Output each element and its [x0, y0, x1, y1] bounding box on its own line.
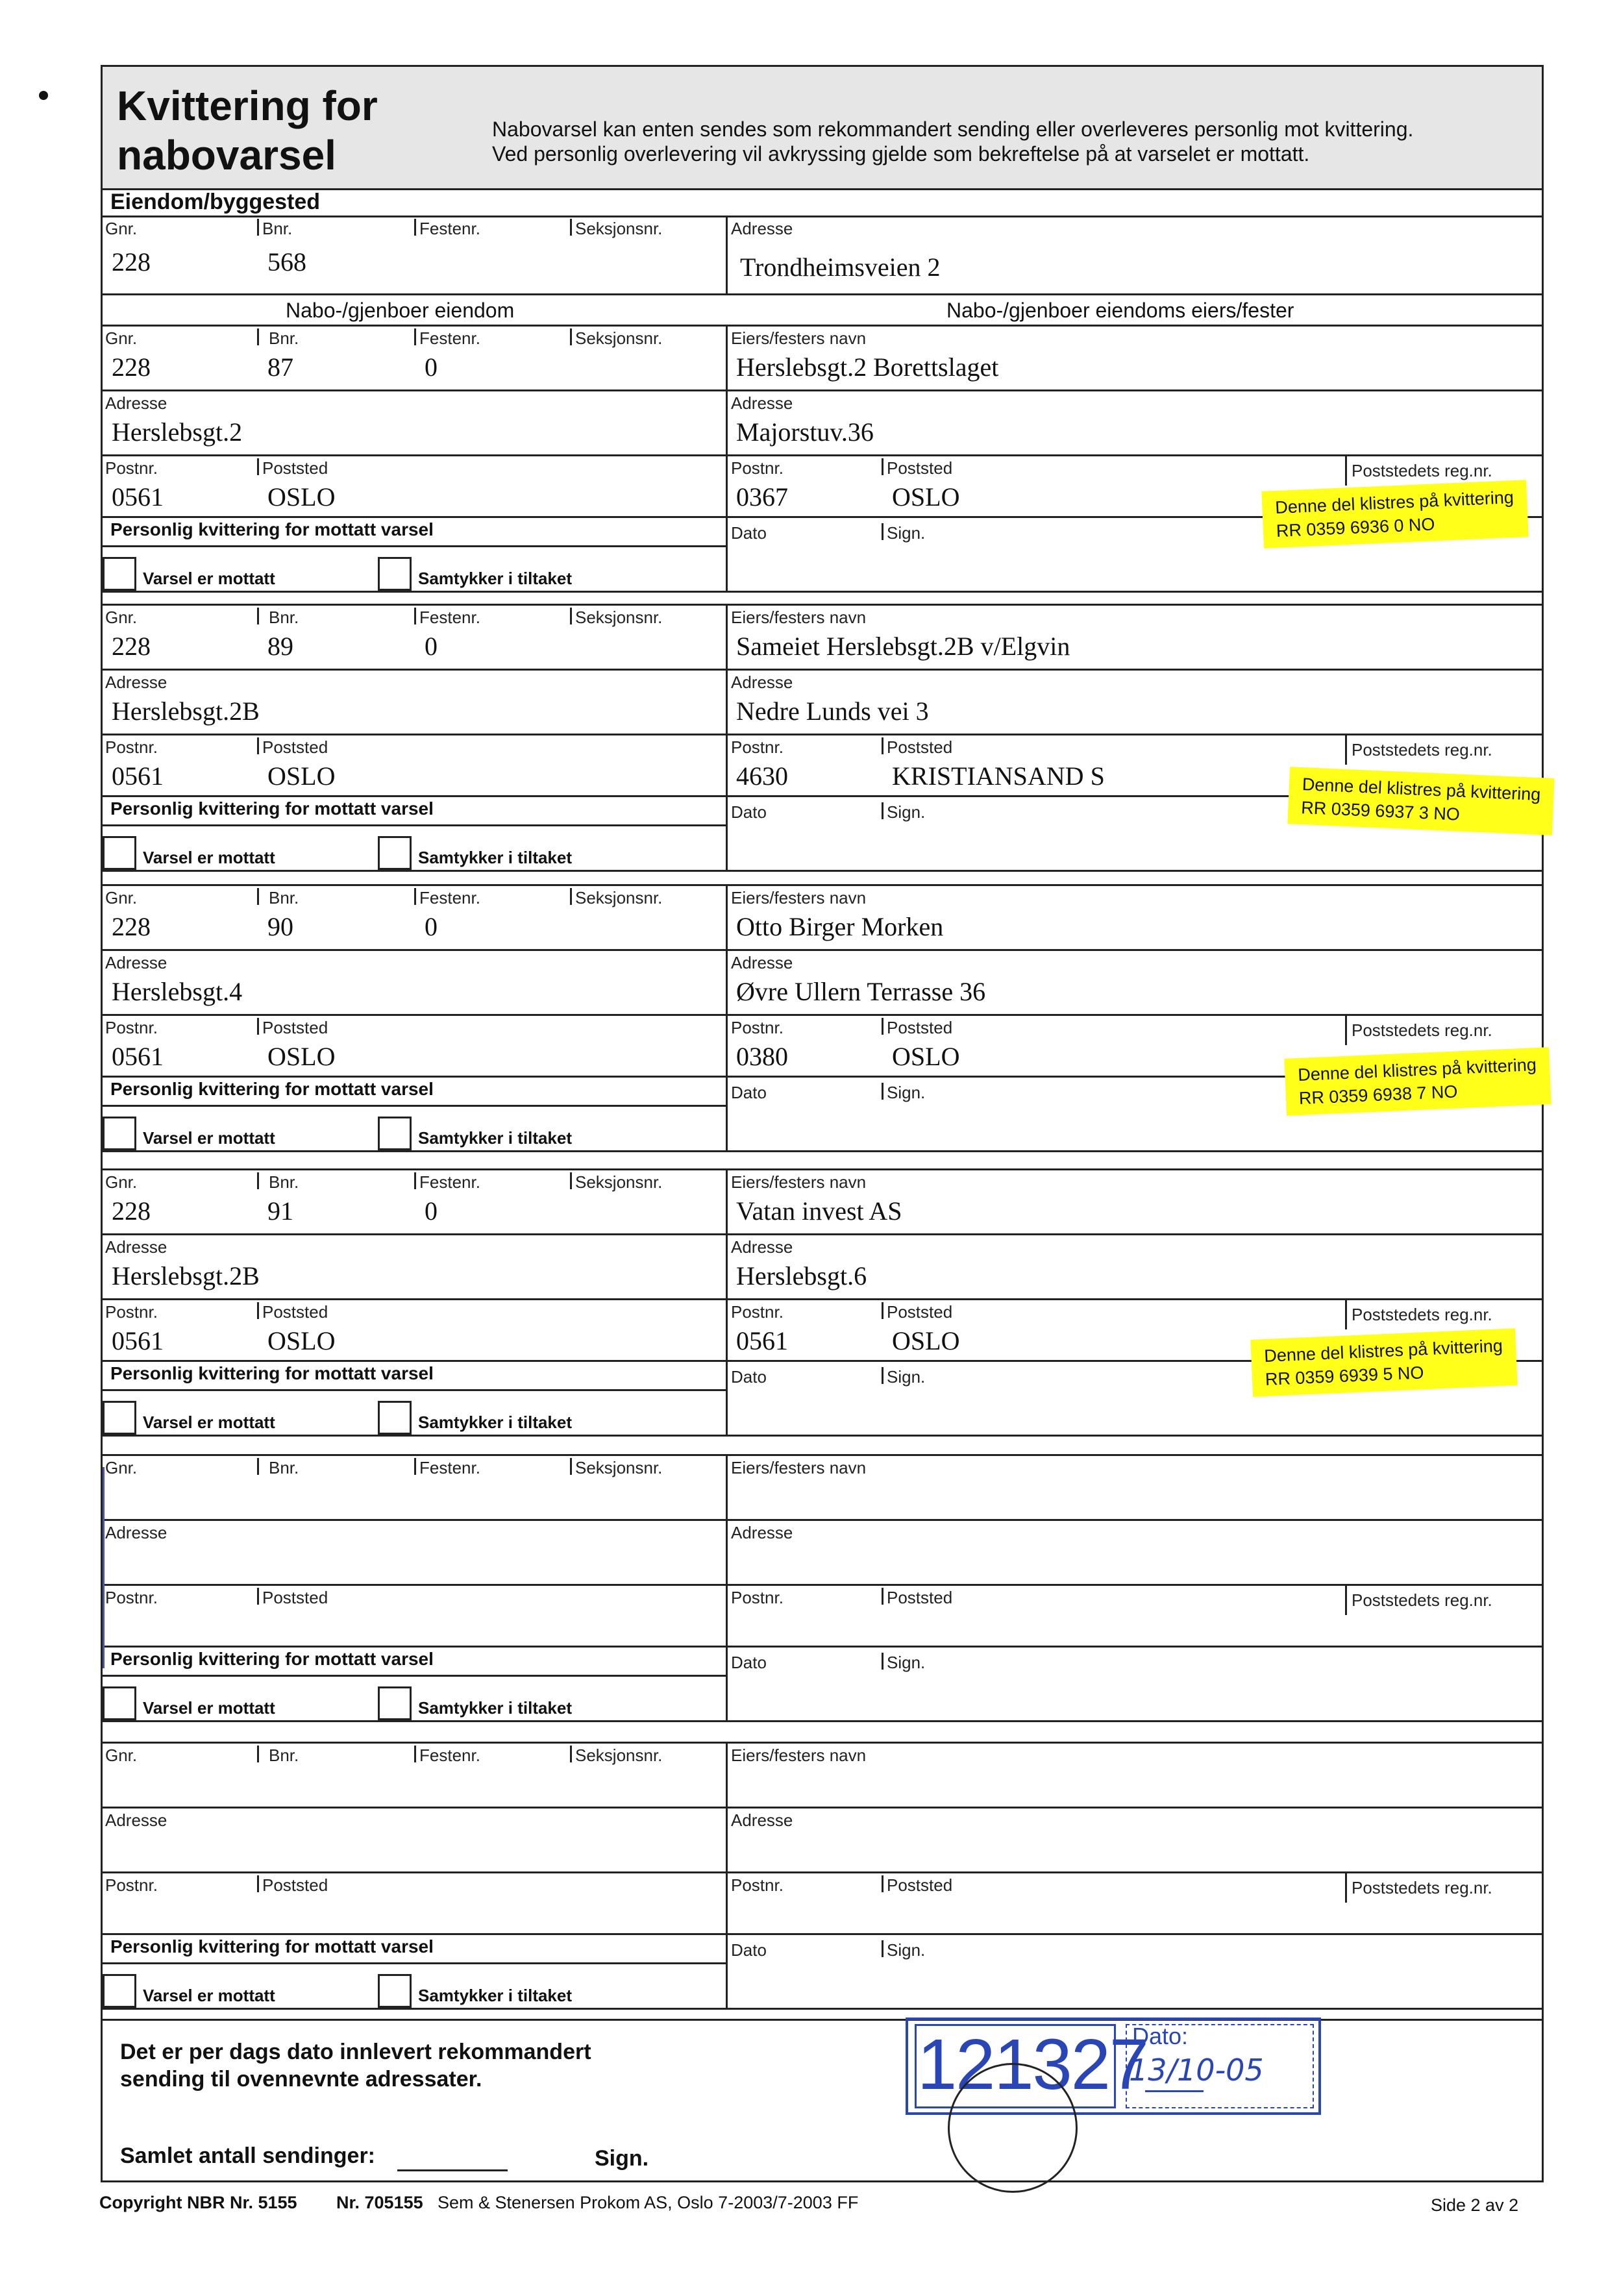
adresse-label: Adresse: [105, 1237, 167, 1257]
eier-navn-label: Eiers/festers navn: [731, 608, 867, 627]
reg-nr-label: Poststedets reg.nr.: [1352, 1590, 1492, 1610]
reg-nr-label: Poststedets reg.nr.: [1352, 740, 1492, 759]
sticker-barcode-number: RR 0359 6936 0 NO: [1276, 514, 1436, 541]
neighbor-eier-navn: Vatan invest AS: [736, 1196, 902, 1226]
divider: [882, 523, 883, 540]
neighbor-gnr: 228: [112, 1196, 151, 1226]
neighbor-poststed: OSLO: [267, 482, 336, 512]
divider: [570, 888, 572, 905]
divider: [570, 608, 572, 624]
section-heading-eiendom: Eiendom/byggested: [110, 190, 321, 214]
personlig-kvittering-label: Personlig kvittering for mottatt varsel: [110, 798, 434, 819]
samtykker-checkbox[interactable]: [378, 836, 412, 870]
personlig-kvittering-label: Personlig kvittering for mottatt varsel: [110, 1936, 434, 1957]
divider: [257, 1875, 259, 1892]
divider: [726, 604, 728, 870]
samtykker-label: Samtykker i tiltaket: [418, 1698, 573, 1718]
registered-mail-sticker: [1287, 767, 1554, 835]
header-info-line2: Ved personlig overlevering vil avkryssing gjelde som bekreftelse på at varselet er mottatt.: [492, 142, 1310, 166]
divider: [1345, 1298, 1347, 1329]
eier-postnr-label: Postnr.: [731, 1588, 784, 1607]
bnr-label: Bnr.: [262, 219, 293, 238]
bnr-label: Bnr.: [269, 1746, 299, 1765]
divider: [882, 458, 883, 475]
section-heading-nabo-eier: Nabo-/gjenboer eiendoms eiers/fester: [946, 299, 1294, 322]
bnr-label: Bnr.: [269, 888, 299, 907]
bnr-label: Bnr.: [269, 1172, 299, 1192]
samtykker-label: Samtykker i tiltaket: [418, 569, 573, 588]
form-title-line2: nabovarsel: [117, 132, 336, 179]
neighbor-adresse: Herslebsgt.2B: [112, 1261, 260, 1290]
divider: [882, 1367, 883, 1384]
divider: [101, 604, 1544, 606]
samtykker-checkbox[interactable]: [378, 1117, 412, 1150]
divider: [257, 737, 259, 754]
footer-statement-line2: sending til ovennevnte adressater.: [120, 2067, 482, 2092]
eier-adresse-label: Adresse: [731, 393, 793, 413]
registered-mail-sticker: [1284, 1047, 1551, 1116]
varsel-mottatt-checkbox[interactable]: [103, 1117, 136, 1150]
poststed-label: Poststed: [262, 1875, 328, 1895]
postnr-label: Postnr.: [105, 1588, 158, 1607]
divider: [882, 737, 883, 754]
varsel-mottatt-label: Varsel er mottatt: [143, 848, 275, 867]
header-info-line1: Nabovarsel kan enten sendes som rekommandert sending eller overleveres personlig mot kvittering.: [492, 117, 1414, 141]
divider: [101, 1454, 1544, 1456]
neighbor-gnr: 228: [112, 632, 151, 661]
stamp-date-value: 13/10-05: [1129, 2053, 1264, 2088]
festenr-label: Festenr.: [419, 1458, 480, 1477]
divider: [101, 1233, 1544, 1235]
varsel-mottatt-label: Varsel er mottatt: [143, 569, 275, 588]
neighbor-postnr: 0561: [112, 761, 164, 791]
divider: [414, 328, 416, 345]
varsel-mottatt-label: Varsel er mottatt: [143, 1413, 275, 1432]
divider: [726, 1646, 1544, 1648]
divider: [257, 1302, 259, 1319]
sign-label: Sign.: [887, 1940, 926, 1960]
divider: [101, 1646, 726, 1648]
neighbor-eier-navn: Sameiet Herslebsgt.2B v/Elgvin: [736, 632, 1070, 661]
footer-statement: [120, 2038, 591, 2093]
eier-adresse-label: Adresse: [731, 1523, 793, 1542]
bnr-label: Bnr.: [269, 608, 299, 627]
divider: [101, 389, 1544, 391]
neighbor-eier-adresse: Herslebsgt.6: [736, 1261, 867, 1290]
neighbor-bnr: 90: [267, 912, 293, 941]
divider: [257, 219, 259, 236]
neighbor-postnr: 0561: [112, 1326, 164, 1355]
divider: [101, 2008, 1544, 2010]
eier-navn-label: Eiers/festers navn: [731, 1172, 867, 1192]
divider: [101, 824, 726, 826]
festenr-label: Festenr.: [419, 1172, 480, 1192]
gnr-label: Gnr.: [105, 219, 138, 238]
eier-adresse-label: Adresse: [731, 673, 793, 692]
divider: [1345, 1584, 1347, 1615]
postnr-label: Postnr.: [105, 1018, 158, 1037]
eier-postnr-label: Postnr.: [731, 1302, 784, 1322]
divider: [882, 1875, 883, 1892]
eier-navn-label: Eiers/festers navn: [731, 1746, 867, 1765]
eier-navn-label: Eiers/festers navn: [731, 888, 867, 907]
reg-nr-label: Poststedets reg.nr.: [1352, 461, 1492, 480]
neighbor-bnr: 87: [267, 352, 293, 382]
eier-poststed-label: Poststed: [887, 737, 953, 757]
neighbor-postnr: 0561: [112, 482, 164, 512]
eier-postnr-label: Postnr.: [731, 1018, 784, 1037]
neighbor-eier-postnr: 0367: [736, 482, 788, 512]
samtykker-checkbox[interactable]: [378, 1974, 412, 2008]
eier-poststed-label: Poststed: [887, 1875, 953, 1895]
divider: [101, 325, 1544, 327]
varsel-mottatt-checkbox[interactable]: [103, 836, 136, 870]
poststed-label: Poststed: [262, 1302, 328, 1322]
stamp-number: 121327: [917, 2025, 1148, 2105]
festenr-label: Festenr.: [419, 328, 480, 348]
stamp-signature-icon: [1145, 2090, 1204, 2092]
divider: [726, 216, 728, 293]
divider: [101, 1435, 1544, 1437]
dato-label: Dato: [731, 1367, 767, 1387]
divider: [257, 458, 259, 475]
divider: [726, 1454, 728, 1720]
adresse-label: Adresse: [105, 1523, 167, 1542]
neighbor-eier-postnr: 0561: [736, 1326, 788, 1355]
eier-adresse-label: Adresse: [731, 953, 793, 972]
divider: [101, 591, 1544, 593]
varsel-mottatt-label: Varsel er mottatt: [143, 1128, 275, 1148]
personlig-kvittering-label: Personlig kvittering for mottatt varsel: [110, 1363, 434, 1383]
postnr-label: Postnr.: [105, 737, 158, 757]
divider: [101, 1389, 726, 1391]
divider: [101, 795, 726, 797]
seksjonsnr-label: Seksjonsnr.: [575, 328, 663, 348]
divider: [1345, 1871, 1347, 1903]
divider: [101, 1962, 726, 1964]
poststed-label: Poststed: [262, 1588, 328, 1607]
neighbor-bnr: 89: [267, 632, 293, 661]
divider: [101, 1168, 1544, 1170]
samtykker-checkbox[interactable]: [378, 1686, 412, 1720]
divider: [882, 1018, 883, 1035]
gnr-label: Gnr.: [105, 1172, 138, 1192]
property-bnr: 568: [267, 247, 306, 277]
varsel-mottatt-checkbox[interactable]: [103, 557, 136, 591]
divider: [257, 888, 259, 905]
divider: [101, 949, 1544, 951]
page-number: Side 2 av 2: [1431, 2195, 1519, 2215]
dato-label: Dato: [731, 802, 767, 822]
adresse-label: Adresse: [105, 673, 167, 692]
postnr-label: Postnr.: [105, 458, 158, 478]
divider: [101, 1150, 1544, 1152]
form-frame: [101, 65, 1544, 2182]
gnr-label: Gnr.: [105, 608, 138, 627]
varsel-mottatt-checkbox[interactable]: [103, 1401, 136, 1435]
adresse-label: Adresse: [105, 953, 167, 972]
adresse-label: Adresse: [105, 1810, 167, 1830]
footer-sign-label: Sign.: [595, 2146, 649, 2171]
neighbor-eier-poststed: KRISTIANSAND S: [892, 761, 1105, 791]
copyright-text: Copyright NBR Nr. 5155: [99, 2193, 297, 2212]
seksjonsnr-label: Seksjonsnr.: [575, 888, 663, 907]
neighbor-adresse: Herslebsgt.2B: [112, 697, 260, 726]
divider: [101, 1807, 1544, 1808]
divider: [882, 1653, 883, 1670]
divider: [570, 328, 572, 345]
samtykker-checkbox[interactable]: [378, 557, 412, 591]
neighbor-eier-adresse: Øvre Ullern Terrasse 36: [736, 977, 986, 1006]
seksjonsnr-label: Seksjonsnr.: [575, 608, 663, 627]
varsel-mottatt-label: Varsel er mottatt: [143, 1986, 275, 2005]
divider: [726, 1742, 728, 2008]
neighbor-adresse: Herslebsgt.4: [112, 977, 243, 1006]
sticker-text-line1: Denne del klistres på kvittering: [1274, 488, 1514, 518]
divider: [101, 516, 726, 518]
varsel-mottatt-label: Varsel er mottatt: [143, 1698, 275, 1718]
samlet-label: Samlet antall sendinger:: [120, 2143, 375, 2168]
scan-edge-line: [103, 1467, 105, 1668]
adresse-label: Adresse: [731, 219, 793, 238]
eier-poststed-label: Poststed: [887, 458, 953, 478]
sticker-text-line1: Denne del klistres på kvittering: [1302, 774, 1541, 805]
divider: [101, 870, 1544, 872]
reg-nr-label: Poststedets reg.nr.: [1352, 1020, 1492, 1040]
divider: [726, 884, 728, 1150]
samtykker-label: Samtykker i tiltaket: [418, 1413, 573, 1432]
eier-postnr-label: Postnr.: [731, 737, 784, 757]
neighbor-eier-adresse: Nedre Lunds vei 3: [736, 697, 929, 726]
personlig-kvittering-label: Personlig kvittering for mottatt varsel: [110, 1649, 434, 1669]
festenr-label: Festenr.: [419, 1746, 480, 1765]
divider: [101, 1360, 726, 1362]
divider: [101, 545, 726, 547]
neighbor-eier-poststed: OSLO: [892, 1042, 960, 1071]
neighbor-festenr: 0: [425, 352, 438, 382]
samtykker-checkbox[interactable]: [378, 1401, 412, 1435]
dato-label: Dato: [731, 1940, 767, 1960]
stamp-date-label: Dato:: [1132, 2023, 1189, 2049]
varsel-mottatt-checkbox[interactable]: [103, 1686, 136, 1720]
eier-adresse-label: Adresse: [731, 1810, 793, 1830]
festenr-label: Festenr.: [419, 888, 480, 907]
divider: [101, 1298, 1544, 1300]
divider: [882, 802, 883, 819]
divider: [101, 1584, 1544, 1586]
divider: [101, 1519, 1544, 1521]
poststed-label: Poststed: [262, 458, 328, 478]
divider: [101, 1675, 726, 1677]
poststed-label: Poststed: [262, 1018, 328, 1037]
personlig-kvittering-label: Personlig kvittering for mottatt varsel: [110, 1079, 434, 1099]
divider: [257, 608, 259, 624]
neighbor-gnr: 228: [112, 352, 151, 382]
divider: [726, 1168, 728, 1435]
divider: [570, 1172, 572, 1189]
neighbor-festenr: 0: [425, 632, 438, 661]
sign-label: Sign.: [887, 523, 926, 543]
divider: [101, 1720, 1544, 1722]
eier-poststed-label: Poststed: [887, 1588, 953, 1607]
divider: [257, 328, 259, 345]
neighbor-eier-navn: Herslebsgt.2 Borettslaget: [736, 352, 999, 382]
poststed-label: Poststed: [262, 737, 328, 757]
neighbor-bnr: 91: [267, 1196, 293, 1226]
sticker-barcode-number: RR 0359 6938 7 NO: [1298, 1081, 1459, 1108]
neighbor-festenr: 0: [425, 1196, 438, 1226]
form-title: [117, 81, 378, 180]
divider: [570, 219, 572, 236]
postnr-label: Postnr.: [105, 1302, 158, 1322]
divider: [101, 216, 1544, 217]
divider: [414, 1172, 416, 1189]
divider: [101, 293, 1544, 295]
sign-label: Sign.: [887, 1083, 926, 1102]
divider: [726, 325, 728, 591]
neighbor-eier-postnr: 0380: [736, 1042, 788, 1071]
divider: [414, 608, 416, 624]
divider: [257, 1746, 259, 1762]
festenr-label: Festenr.: [419, 219, 480, 238]
gnr-label: Gnr.: [105, 1458, 138, 1477]
sticker-text-line1: Denne del klistres på kvittering: [1297, 1055, 1537, 1085]
property-gnr: 228: [112, 247, 151, 277]
eier-postnr-label: Postnr.: [731, 458, 784, 478]
publisher-text: Sem & Stenersen Prokom AS, Oslo 7-2003/7-2003 FF: [438, 2193, 859, 2212]
divider: [726, 1933, 1544, 1935]
seksjonsnr-label: Seksjonsnr.: [575, 219, 663, 238]
neighbor-festenr: 0: [425, 912, 438, 941]
sticker-text-line1: Denne del klistres på kvittering: [1263, 1336, 1503, 1366]
divider: [101, 1933, 726, 1935]
divider: [101, 1014, 1544, 1016]
divider: [101, 884, 1544, 886]
sign-label: Sign.: [887, 802, 926, 822]
seksjonsnr-label: Seksjonsnr.: [575, 1458, 663, 1477]
divider: [1345, 1014, 1347, 1045]
divider: [101, 734, 1544, 735]
dato-label: Dato: [731, 523, 767, 543]
gnr-label: Gnr.: [105, 1746, 138, 1765]
eier-navn-label: Eiers/festers navn: [731, 1458, 867, 1477]
form-number: Nr. 705155: [336, 2193, 423, 2212]
reg-nr-label: Poststedets reg.nr.: [1352, 1305, 1492, 1324]
divider: [101, 1742, 1544, 1744]
samtykker-label: Samtykker i tiltaket: [418, 1986, 573, 2005]
sticker-barcode-number: RR 0359 6937 3 NO: [1300, 797, 1461, 824]
eier-poststed-label: Poststed: [887, 1302, 953, 1322]
divider: [414, 1458, 416, 1475]
sign-label: Sign.: [887, 1367, 926, 1387]
divider: [882, 1083, 883, 1100]
divider: [101, 1105, 726, 1107]
dato-label: Dato: [731, 1653, 767, 1672]
neighbor-gnr: 228: [112, 912, 151, 941]
divider: [882, 1940, 883, 1957]
scan-speck-icon: [39, 91, 48, 100]
samtykker-label: Samtykker i tiltaket: [418, 1128, 573, 1148]
divider: [414, 888, 416, 905]
neighbor-postnr: 0561: [112, 1042, 164, 1071]
sign-label: Sign.: [887, 1653, 926, 1672]
postmark-circle-icon: [948, 2063, 1078, 2193]
gnr-label: Gnr.: [105, 328, 138, 348]
postnr-label: Postnr.: [105, 1875, 158, 1895]
festenr-label: Festenr.: [419, 608, 480, 627]
reg-nr-label: Poststedets reg.nr.: [1352, 1878, 1492, 1897]
divider: [101, 454, 1544, 456]
sticker-barcode-number: RR 0359 6939 5 NO: [1265, 1363, 1425, 1389]
divider: [101, 1871, 1544, 1873]
neighbor-eier-navn: Otto Birger Morken: [736, 912, 944, 941]
gnr-label: Gnr.: [105, 888, 138, 907]
eier-postnr-label: Postnr.: [731, 1875, 784, 1895]
divider: [1345, 454, 1347, 486]
personlig-kvittering-label: Personlig kvittering for mottatt varsel: [110, 519, 434, 539]
neighbor-eier-postnr: 4630: [736, 761, 788, 791]
divider: [414, 219, 416, 236]
neighbor-adresse: Herslebsgt.2: [112, 417, 243, 447]
property-adresse: Trondheimsveien 2: [740, 253, 941, 282]
seksjonsnr-label: Seksjonsnr.: [575, 1746, 663, 1765]
dato-label: Dato: [731, 1083, 767, 1102]
footer-statement-line1: Det er per dags dato innlevert rekommandert: [120, 2040, 591, 2064]
divider: [257, 1018, 259, 1035]
section-heading-nabo-eiendom: Nabo-/gjenboer eiendom: [286, 299, 515, 322]
neighbor-poststed: OSLO: [267, 1326, 336, 1355]
divider: [257, 1458, 259, 1475]
divider: [1345, 734, 1347, 765]
registered-mail-sticker: [1250, 1328, 1517, 1397]
divider: [101, 669, 1544, 671]
divider: [570, 1458, 572, 1475]
divider: [882, 1588, 883, 1605]
eier-poststed-label: Poststed: [887, 1018, 953, 1037]
bnr-label: Bnr.: [269, 1458, 299, 1477]
varsel-mottatt-checkbox[interactable]: [103, 1974, 136, 2008]
seksjonsnr-label: Seksjonsnr.: [575, 1172, 663, 1192]
neighbor-eier-adresse: Majorstuv.36: [736, 417, 874, 447]
divider: [257, 1588, 259, 1605]
neighbor-poststed: OSLO: [267, 761, 336, 791]
eier-navn-label: Eiers/festers navn: [731, 328, 867, 348]
divider: [257, 1172, 259, 1189]
divider: [101, 2019, 1544, 2021]
registered-mail-sticker: [1261, 480, 1528, 549]
divider: [882, 1302, 883, 1319]
neighbor-eier-poststed: OSLO: [892, 1326, 960, 1355]
adresse-label: Adresse: [105, 393, 167, 413]
form-title-line1: Kvittering for: [117, 82, 378, 129]
bnr-label: Bnr.: [269, 328, 299, 348]
neighbor-poststed: OSLO: [267, 1042, 336, 1071]
divider: [414, 1746, 416, 1762]
samtykker-label: Samtykker i tiltaket: [418, 848, 573, 867]
header-info: [492, 117, 1413, 166]
samlet-field[interactable]: [397, 2169, 508, 2171]
divider: [570, 1746, 572, 1762]
divider: [101, 1076, 726, 1078]
eier-adresse-label: Adresse: [731, 1237, 793, 1257]
neighbor-eier-poststed: OSLO: [892, 482, 960, 512]
